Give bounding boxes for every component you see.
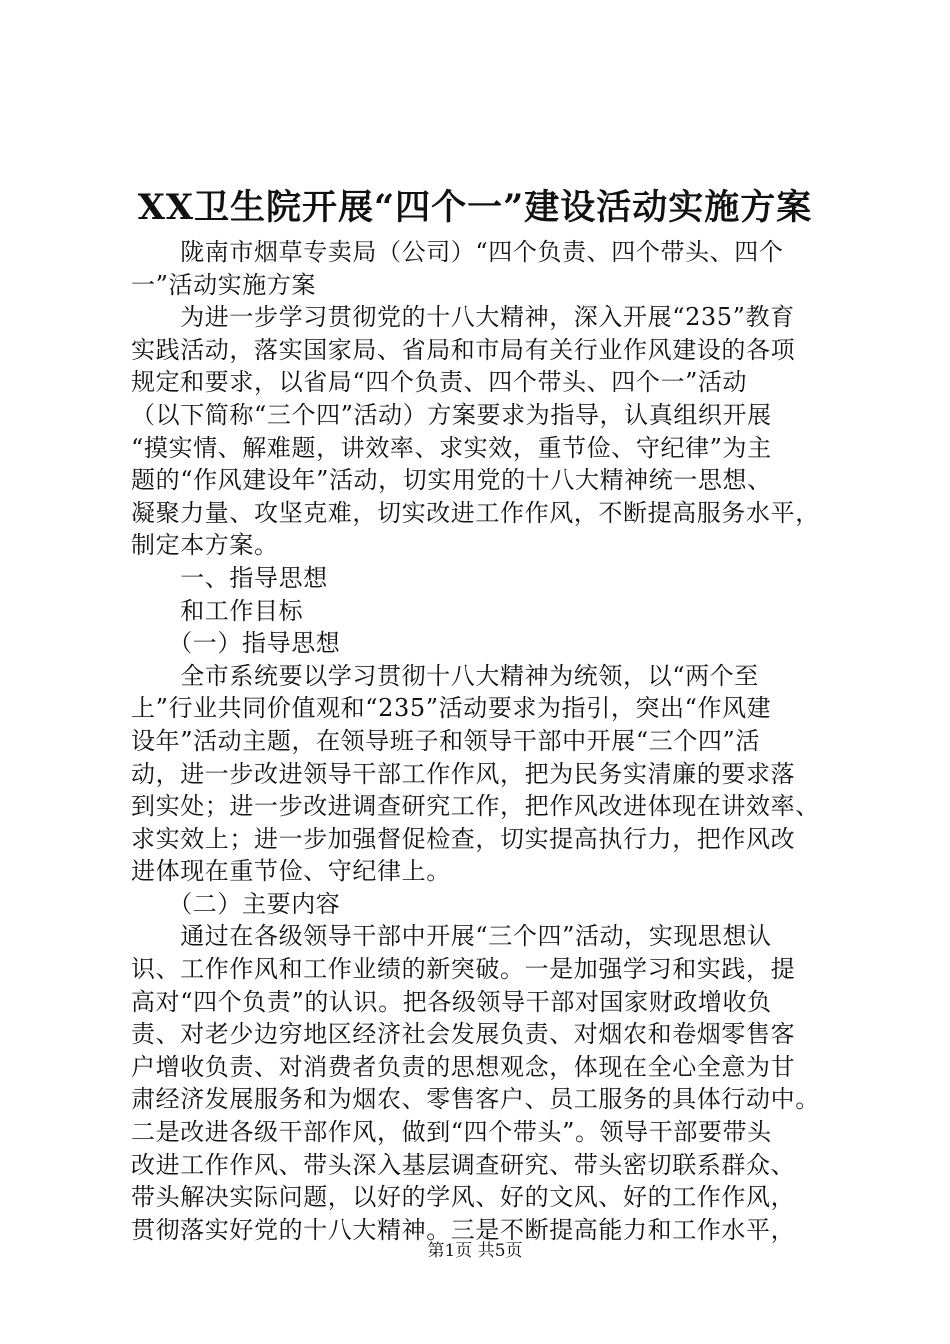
body-line: 设年”活动主题，在领导班子和领导干部中开展“三个四”活 (131, 726, 761, 755)
body-line: 求实效上；进一步加强督促检查，切实提高执行力，把作风改 (131, 824, 796, 853)
body-line: 带头解决实际问题，以好的学风、好的文风、好的工作作风， (131, 1183, 796, 1212)
body-line: 通过在各级领导干部中开展“三个四”活动，实现思想认 (131, 922, 772, 951)
body-line: 到实处；进一步改进调查研究工作，把作风改进体现在讲效率、 (131, 792, 820, 821)
subsection-heading: （一）指导思想 (131, 629, 341, 658)
body-line: 识、工作作风和工作业绩的新突破。一是加强学习和实践，提 (131, 955, 796, 984)
subsection-heading: （二）主要内容 (131, 889, 341, 918)
section-heading: 和工作目标 (131, 596, 304, 625)
page-title: XX卫生院开展“四个一”建设活动实施方案 (137, 187, 813, 228)
section-heading: 一、指导思想 (131, 563, 328, 592)
document-body (131, 236, 841, 1246)
body-line: 制定本方案。 (131, 531, 279, 560)
body-line: 一”活动实施方案 (131, 270, 317, 299)
body-line: 规定和要求，以省局“四个负责、四个带头、四个一”活动 (131, 368, 748, 397)
body-line: 上”行业共同价值观和“235”活动要求为指引，突出“作风建 (131, 694, 772, 723)
body-line: 户增收负责、对消费者负责的思想观念，体现在全心全意为甘 (131, 1052, 796, 1081)
body-line: 全市系统要以学习贯彻十八大精神为统领，以“两个至 (131, 661, 759, 690)
body-line: 进体现在重节俭、守纪律上。 (131, 857, 451, 886)
body-line: 改进工作作风、带头深入基层调查研究、带头密切联系群众、 (131, 1150, 796, 1179)
page-footer: 第1页 共5页 (427, 1241, 523, 1261)
body-line: 凝聚力量、攻坚克难，切实改进工作作风，不断提高服务水平， (131, 498, 820, 527)
body-line: 二是改进各级干部作风，做到“四个带头”。领导干部要带头 (131, 1118, 772, 1147)
body-line: 动，进一步改进领导干部工作作风，把为民务实清廉的要求落 (131, 759, 796, 788)
body-line: 实践活动，落实国家局、省局和市局有关行业作风建设的各项 (131, 335, 796, 364)
body-line: 题的“作风建设年”活动，切实用党的十八大精神统一思想、 (131, 466, 772, 495)
body-line: 为进一步学习贯彻党的十八大精神，深入开展“235”教育 (131, 303, 795, 332)
body-line: （以下简称“三个四”活动）方案要求为指导，认真组织开展 (131, 400, 772, 429)
body-line: 肃经济发展服务和为烟农、零售客户、员工服务的具体行动中。 (131, 1085, 820, 1114)
body-line: 贯彻落实好党的十八大精神。三是不断提高能力和工作水平， (131, 1215, 796, 1244)
body-line: “摸实情、解难题，讲效率、求实效，重节俭、守纪律”为主 (131, 433, 772, 462)
body-line: 高对“四个负责”的认识。把各级领导干部对国家财政增收负 (131, 987, 772, 1016)
body-line: 陇南市烟草专卖局（公司）“四个负责、四个带头、四个 (131, 238, 784, 266)
body-line: 责、对老少边穷地区经济社会发展负责、对烟农和卷烟零售客 (131, 1020, 796, 1049)
